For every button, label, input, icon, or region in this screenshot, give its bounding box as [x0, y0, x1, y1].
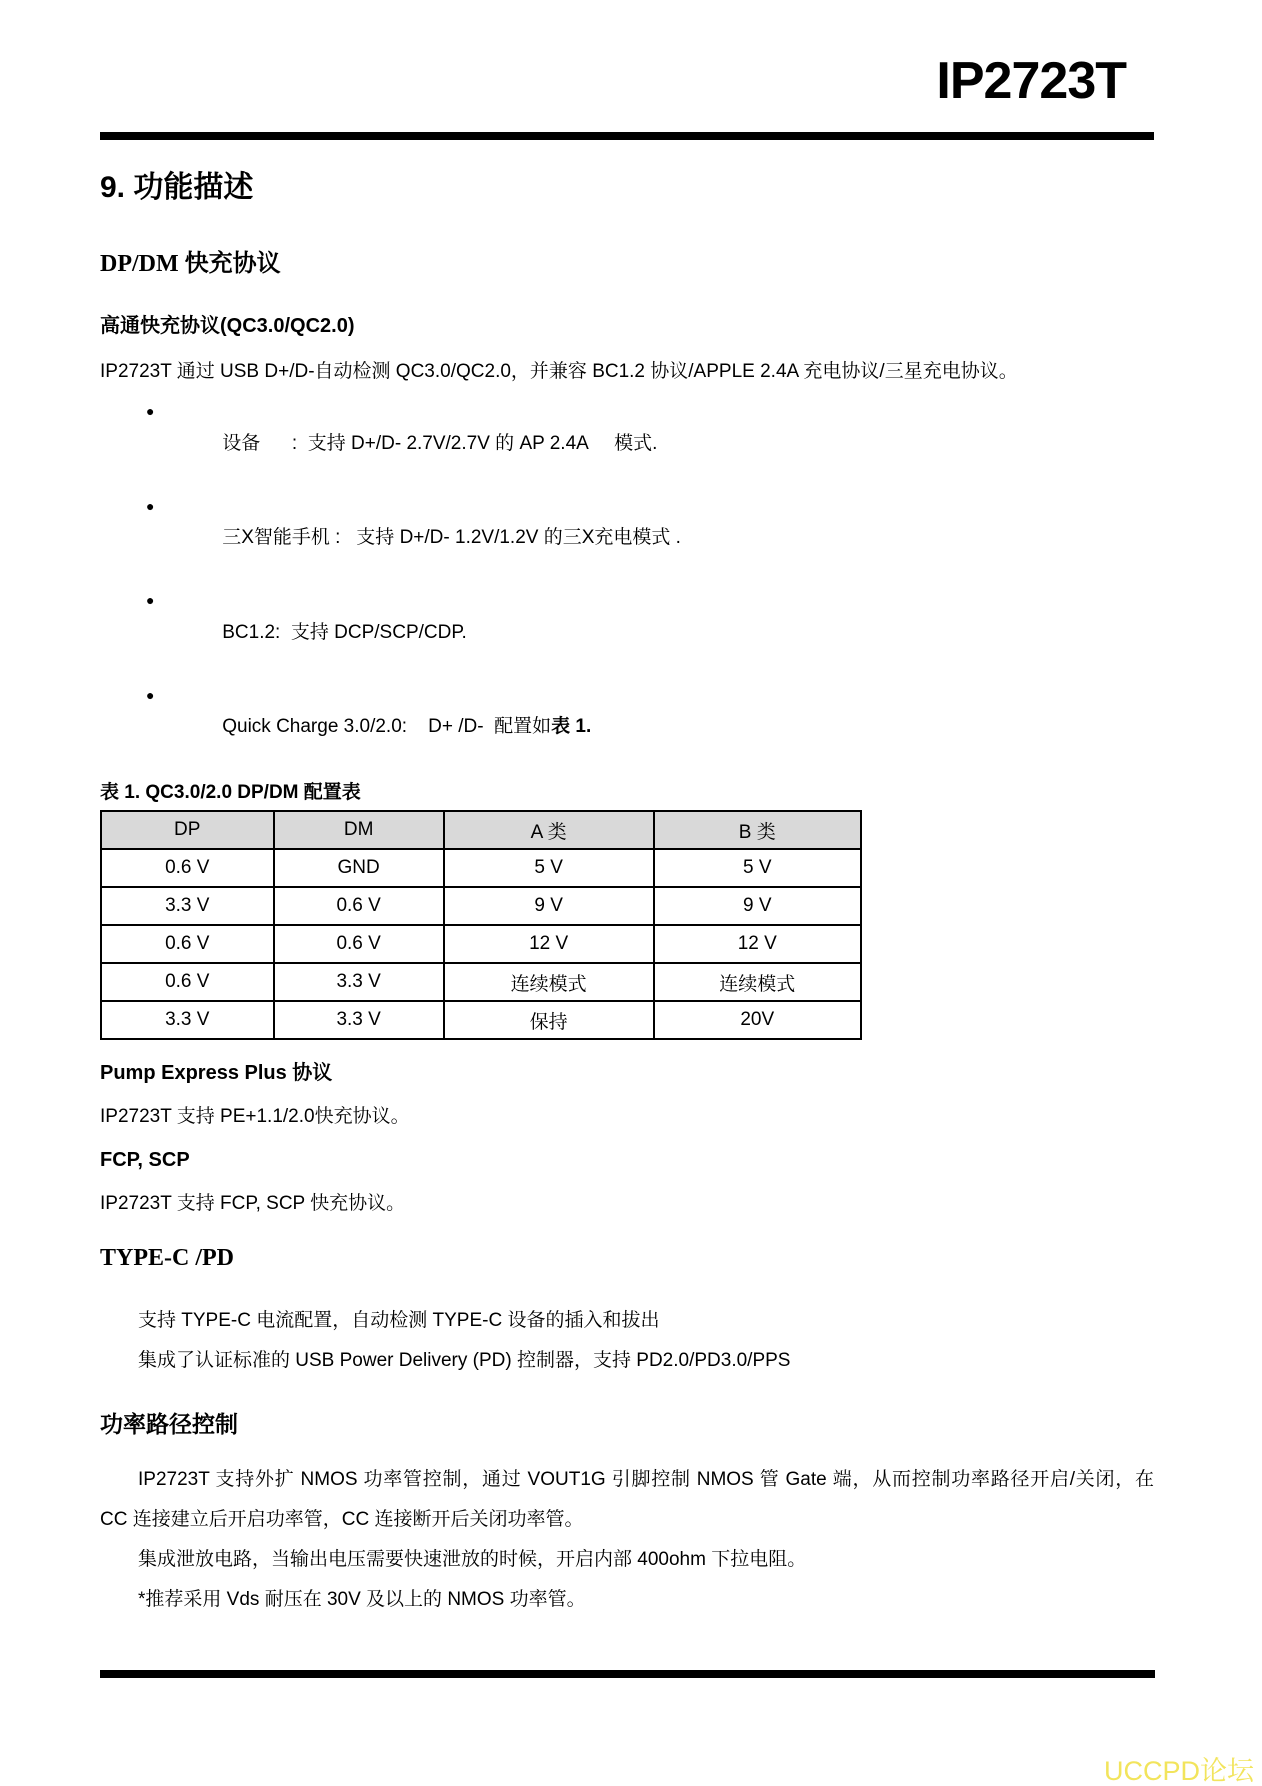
list-item [100, 585, 1154, 680]
bullet-text: 三X智能手机 : 支持 D+/D- 1.2V/1.2V 的三X充电模式 . [222, 527, 681, 548]
column-header-class-a: A 类 [444, 811, 654, 849]
table-cell: 3.3 V [101, 1001, 274, 1039]
pep-paragraph: IP2723T 支持 PE+1.1/2.0快充协议。 [100, 1106, 410, 1127]
bullet-text-prefix: Quick Charge 3.0/2.0: D+ /D- 配置如 [222, 716, 552, 737]
table-cell: 12 V [654, 925, 862, 963]
table-cell: 20V [654, 1001, 862, 1039]
power-path-paragraph: IP2723T 支持外扩 NMOS 功率管控制，通过 VOUT1G 引脚控制 NMOS 管 Gate 端，从而控制功率路径开启/关闭，在 CC 连接建立后开启功率管，CC 连接断开后关闭功率管。 [100, 1469, 1154, 1530]
table-reference: 表 1. [551, 716, 592, 737]
header-rule [100, 132, 1154, 140]
table-row [101, 1001, 861, 1039]
qc-config-table [100, 810, 862, 1040]
table-cell: 0.6 V [101, 963, 274, 1001]
section-number: 9. [100, 171, 126, 204]
table-cell: 保持 [444, 1001, 654, 1039]
table-cell: 3.3 V [274, 963, 444, 1001]
table-row [101, 887, 861, 925]
qc-intro-paragraph: IP2723T 通过 USB D+/D-自动检测 QC3.0/QC2.0，并兼容 BC1.2 协议/APPLE 2.4A 充电协议/三星充电协议。 [100, 361, 1018, 382]
power-path-heading: 功率路径控制 [100, 1411, 238, 1437]
typec-line: 集成了认证标准的 USB Power Delivery (PD) 控制器，支持 PD2.0/PD3.0/PPS [138, 1350, 791, 1371]
typec-paragraphs [100, 1301, 1154, 1381]
bullet-text: BC1.2: 支持 DCP/SCP/CDP. [222, 621, 467, 643]
watermark: UCCPD论坛 [1103, 1756, 1254, 1786]
list-item [100, 680, 1154, 775]
table-row [101, 963, 861, 1001]
column-header-dp: DP [101, 811, 274, 849]
table-cell: 3.3 V [101, 887, 274, 925]
list-item [100, 491, 1154, 586]
table-cell: 5 V [444, 849, 654, 887]
table-cell: 9 V [654, 887, 862, 925]
bullet-text: 设备 : 支持 D+/D- 2.7V/2.7V 的 AP 2.4A 模式. [222, 432, 658, 454]
table-cell: 连续模式 [444, 963, 654, 1001]
typec-line: 支持 TYPE-C 电流配置，自动检测 TYPE-C 设备的插入和拔出 [138, 1310, 660, 1331]
table-cell: GND [274, 849, 444, 887]
power-path-paragraph: 集成泄放电路，当输出电压需要快速泄放的时候，开启内部 400ohm 下拉电阻。 [138, 1549, 807, 1570]
table-cell: 0.6 V [274, 887, 444, 925]
bullet-text [222, 716, 591, 737]
typec-heading: TYPE-C /PD [100, 1245, 234, 1271]
table-row [101, 925, 861, 963]
table-cell: 0.6 V [101, 849, 274, 887]
bullet-icon: ● [146, 497, 155, 514]
table-cell: 0.6 V [101, 925, 274, 963]
power-path-paragraph: *推荐采用 Vds 耐压在 30V 及以上的 NMOS 功率管。 [138, 1589, 586, 1610]
table-cell: 12 V [444, 925, 654, 963]
footer-rule [100, 1670, 1155, 1678]
pep-heading: Pump Express Plus 协议 [100, 1062, 333, 1084]
dpdm-heading: DP/DM 快充协议 [100, 251, 281, 277]
qc-bullet-list [100, 396, 1154, 774]
table-cell: 3.3 V [274, 1001, 444, 1039]
table-cell: 0.6 V [274, 925, 444, 963]
power-path-paragraphs [100, 1460, 1154, 1620]
fcp-heading: FCP, SCP [100, 1149, 190, 1171]
column-header-class-b: B 类 [654, 811, 862, 849]
qc-heading: 高通快充协议(QC3.0/QC2.0) [100, 315, 355, 337]
section-title: 功能描述 [133, 171, 254, 204]
column-header-dm: DM [274, 811, 444, 849]
bullet-icon: ● [146, 592, 155, 608]
page-title: IP2723T [936, 52, 1126, 110]
table-cell: 5 V [654, 849, 862, 887]
bullet-icon: ● [146, 686, 155, 703]
table-row [101, 849, 861, 887]
table-cell: 9 V [444, 887, 654, 925]
section-heading [100, 170, 1154, 206]
fcp-paragraph: IP2723T 支持 FCP, SCP 快充协议。 [100, 1193, 406, 1214]
table-caption: 表 1. QC3.0/2.0 DP/DM 配置表 [100, 782, 361, 803]
table-cell: 连续模式 [654, 963, 862, 1001]
bullet-icon: ● [146, 403, 155, 419]
table-header-row [101, 811, 861, 849]
list-item [100, 396, 1154, 491]
